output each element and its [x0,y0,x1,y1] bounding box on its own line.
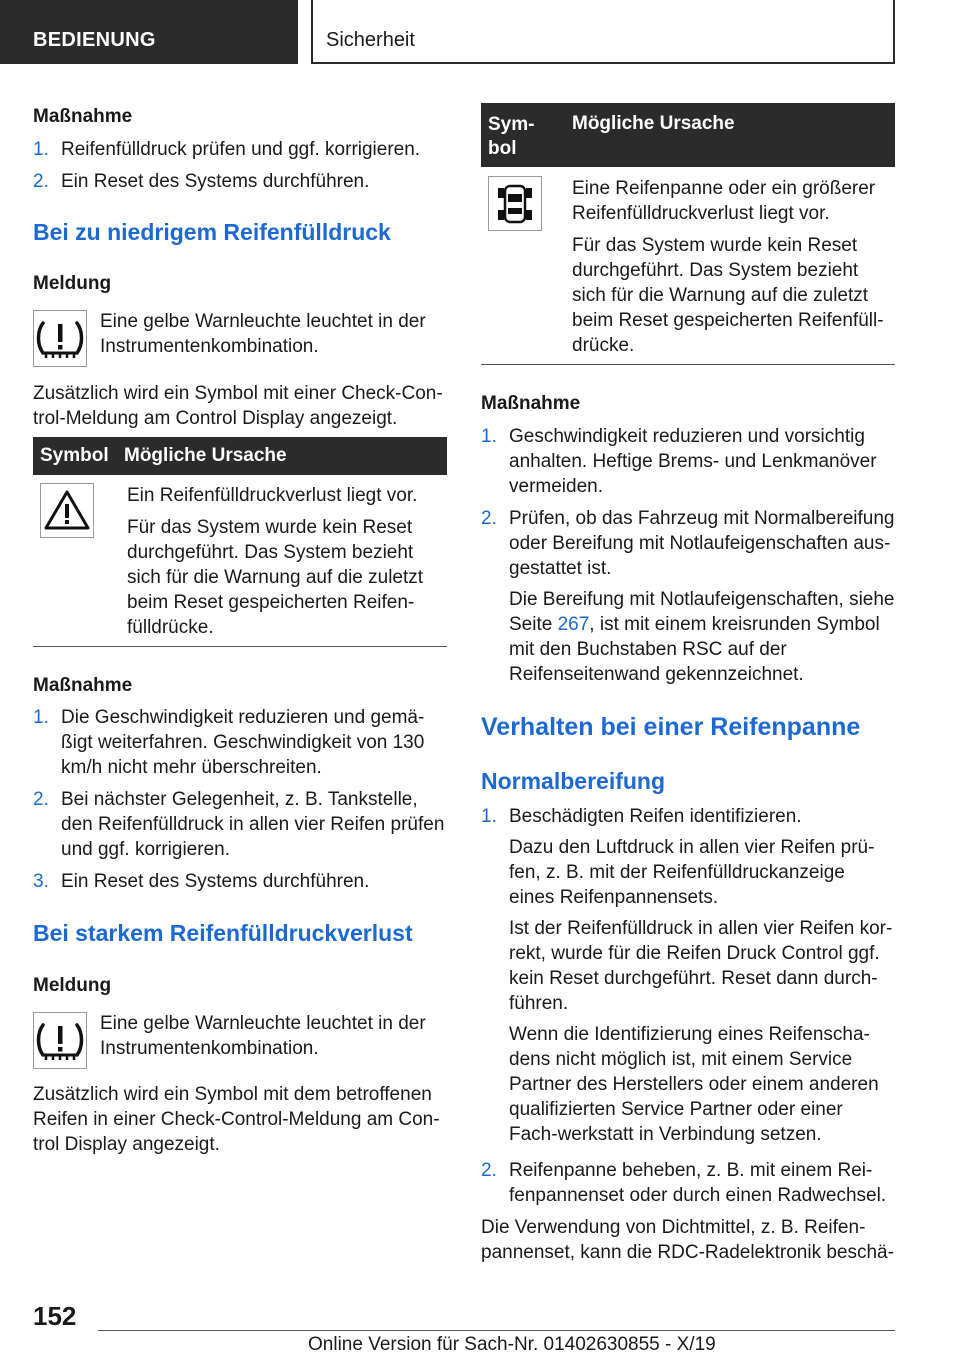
footer-divider [98,1330,895,1331]
massnahme-label: Maßnahme [481,393,581,414]
list-item: 2. Reifenpanne beheben, z. B. mit einem Rei-fenpannenset oder durch einen Radwechsel. [481,1160,887,1206]
table-row: Eine Reifenpanne oder ein größerer Reifenfülldruckverlust liegt vor. Für das System wurde kein Reset durchgeführt. Das System bezieht sich für die Warnung auf die zuletzt beim Reset gespeicherten Reifenfüll-drücke. [572,178,884,356]
meldung-text: Eine gelbe Warnleuchte leuchtet in der Instrumentenkombination. [100,311,426,357]
info-text: Zusätzlich wird ein Symbol mit einer Check-Con-trol-Meldung am Control Display angezeigt. [33,383,443,429]
table-divider [481,364,895,365]
list-item: 1. Beschädigten Reifen identifizieren. Dazu den Luftdruck in allen vier Reifen prü-fen, z. B. mit der Reifenfülldruckanzeige eines Reifenpannensets. Ist der Reifenfülldruck in allen vier Reifen kor-rekt, wurde für die Reifen Druck Control ggf. kein Reset durchgeführt. Reset dann durch-führen. Wenn die Identifizierung eines Reifenscha-dens nicht möglich ist, mit einem Service Partner des Herstellers oder einem anderen qualifizierten Service Partner oder einer Fach-werkstatt in Verbindung setzen. [481,806,893,1145]
col-ursache: Mögliche Ursache [572,113,735,134]
warning-triangle-icon [40,483,94,538]
col-ursache: Mögliche Ursache [124,445,287,466]
page-link[interactable]: 267 [557,614,590,635]
page-number: 152 [33,1301,77,1331]
chapter-tab [311,0,895,64]
tire-pressure-warning-icon [33,310,87,367]
list-item: 2. Ein Reset des Systems durchführen. [33,171,370,192]
meldung-label: Meldung [33,975,112,996]
tire-pressure-warning-icon [33,1012,87,1069]
meldung-text: Eine gelbe Warnleuchte leuchtet in der Instrumentenkombination. [100,1013,426,1059]
table-header [33,437,447,475]
sub-heading: Normalbereifung [481,768,666,794]
footer-text: Online Version für Sach-Nr. 01402630855 - X/19 [308,1334,716,1355]
section-heading: Verhalten bei einer Reifenpanne [481,713,861,741]
list-item: 2. Bei nächster Gelegenheit, z. B. Tankstelle, den Reifenfülldruck in allen vier Reifen prüfen und ggf. korrigieren. [33,789,445,860]
list-item: 3. Ein Reset des Systems durchführen. [33,871,370,892]
table-header [481,103,895,167]
section-heading: Bei zu niedrigem Reifenfülldruck [33,219,391,245]
col-symbol: Sym-bol [488,114,535,159]
chapter-title: Sicherheit [326,29,415,51]
table-row: Ein Reifenfülldruckverlust liegt vor. Für das System wurde kein Reset durchgeführt. Das System bezieht sich für die Warnung auf die zuletzt beim Reset gespeicherten Reifen-fülldrücke. [127,485,424,638]
section-heading: Bei starkem Reifenfülldruckverlust [33,920,413,946]
car-tires-warning-icon [488,176,542,231]
col-symbol: Symbol [40,445,109,466]
massnahme-label: Maßnahme [33,106,133,127]
list-item: 1. Geschwindigkeit reduzieren und vorsichtig anhalten. Heftige Brems- und Lenkmanöver vermeiden. [481,426,877,497]
massnahme-label: Maßnahme [33,675,133,696]
meldung-label: Meldung [33,273,112,294]
list-item: 2. Prüfen, ob das Fahrzeug mit Normalbereifung oder Bereifung mit Notlaufeigenschaften aus-gestattet ist. Die Bereifung mit Notlaufeigenschaften, siehe Seite 267, ist mit einem kreisrunden Symbol mit den Buchstaben RSC auf der Reifenseitenwand gekennzeichnet. [481,508,895,685]
list-item: 1. Die Geschwindigkeit reduzieren und gemä-ßigt weiterfahren. Geschwindigkeit von 130 km/h nicht mehr überschreiten. [33,707,425,778]
section-tab [0,0,298,64]
section-title: BEDIENUNG [33,29,156,51]
table-divider [33,646,447,647]
info-text: Zusätzlich wird ein Symbol mit dem betroffenen Reifen in einer Check-Control-Meldung am Con-trol Display angezeigt. [33,1084,440,1155]
closing-text: Die Verwendung von Dichtmittel, z. B. Reifen-pannenset, kann die RDC-Radelektronik beschä- [481,1217,894,1263]
list-item: 1. Reifenfülldruck prüfen und ggf. korrigieren. [33,139,421,160]
